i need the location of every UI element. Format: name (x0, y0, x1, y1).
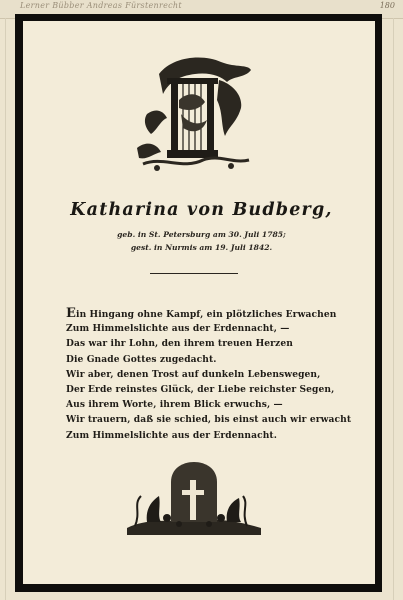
poem-line: Ein Hingang ohne Kampf, ein plötzliches Erwachen (66, 306, 337, 321)
poem-line: Das war ihr Lohn, den ihrem treuen Herzen (66, 338, 293, 350)
poem-line: Der Erde reinstes Glück, der Liebe reichster Segen, (66, 383, 335, 395)
death-date-line: gest. in Nurmis am 19. Juli 1842. (130, 243, 273, 252)
fold-line-right (393, 18, 394, 600)
poem-line: Wir trauern, daß sie schied, bis einst auch wir erwacht (66, 414, 352, 426)
birth-date-line: geb. in St. Petersburg am 30. Juli 1785; (117, 230, 286, 239)
poem-line: Zum Himmelslichte aus der Erdennacht, — (66, 323, 290, 335)
mourning-lyre-emblem-icon (133, 52, 255, 180)
memorial-poem (66, 306, 366, 443)
poem-line: Zum Himmelslichte aus der Erdennacht. (66, 429, 277, 441)
poem-line: Wir aber, denen Trost auf dunkeln Lebenswegen, (66, 368, 321, 380)
poem-line: Die Gnade Gottes zugedacht. (66, 353, 217, 365)
fold-line-left (5, 18, 6, 600)
divider-rule (150, 273, 238, 274)
page-number: 180 (379, 1, 395, 10)
grave-cross-vignette-icon (127, 460, 261, 535)
poem-line: Aus ihrem Worte, ihrem Blick erwuchs, — (66, 399, 283, 411)
deceased-name-title: Katharina von Budberg, (70, 200, 333, 220)
handwritten-note: Lerner Bübber Andreas Fürstenrecht (20, 1, 182, 10)
